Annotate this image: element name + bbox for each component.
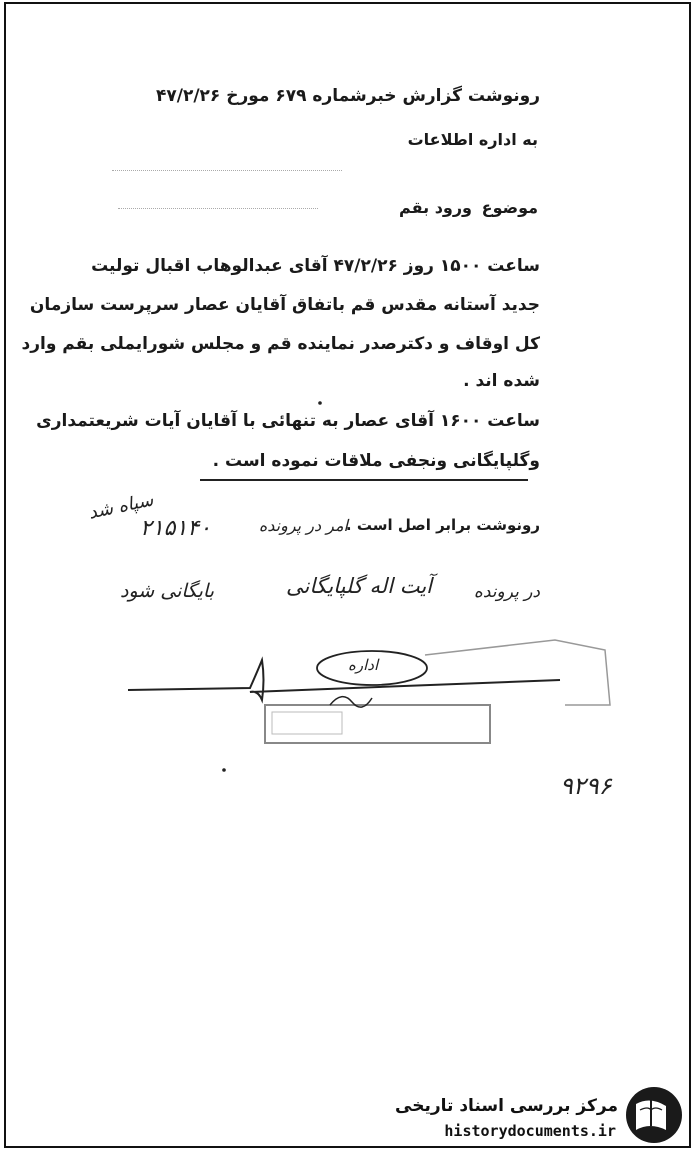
body-line: ساعت ۱۶۰۰ آقای عصار به تنهائی با آقایان آیات شریعتمداری xyxy=(36,411,540,431)
page-number: ۹۲۹۶ xyxy=(560,772,612,800)
recipient-line: به اداره اطلاعات xyxy=(407,130,538,149)
underline xyxy=(200,479,528,481)
watermark-title: مرکز بررسی اسناد تاریخی xyxy=(395,1096,618,1116)
stamp-word: اداره xyxy=(348,656,379,674)
copy-certification: رونوشت برابر اصل است . xyxy=(345,516,540,534)
watermark-url: historydocuments.ir xyxy=(444,1122,616,1140)
subject-label: موضوع xyxy=(481,198,538,217)
report-header-line: رونوشت گزارش خبرشماره ۶۷۹ مورخ ۴۷/۲/۲۶ xyxy=(156,86,540,106)
handwritten-note: آیت اله گلپایگانی xyxy=(285,574,432,598)
body-line: وگلپایگانی ونجفی ملاقات نموده است . xyxy=(212,451,540,471)
redacted-line xyxy=(118,208,318,211)
body-line: کل اوقاف و دکترصدر نماینده قم و مجلس شورایملی بقم وارد xyxy=(21,334,540,354)
handwritten-note: بایگانی شود xyxy=(120,580,215,602)
body-line: جدید آستانه مقدس قم باتفاق آقایان عصار سرپرست سازمان xyxy=(29,295,540,315)
handwritten-file-number: ۲۱۵۱۴۰ xyxy=(140,516,211,541)
handwritten-note: امر در پرونده xyxy=(258,516,348,535)
handwritten-note: در پرونده xyxy=(473,582,540,602)
body-line: ساعت ۱۵۰۰ روز ۴۷/۲/۲۶ آقای عبدالوهاب اقبال تولیت xyxy=(91,256,540,276)
body-line: شده اند . xyxy=(463,371,540,391)
subject-text: ورود بقم xyxy=(399,198,472,217)
redacted-line xyxy=(112,170,342,173)
handwritten-note: سپاه شد xyxy=(86,489,156,524)
